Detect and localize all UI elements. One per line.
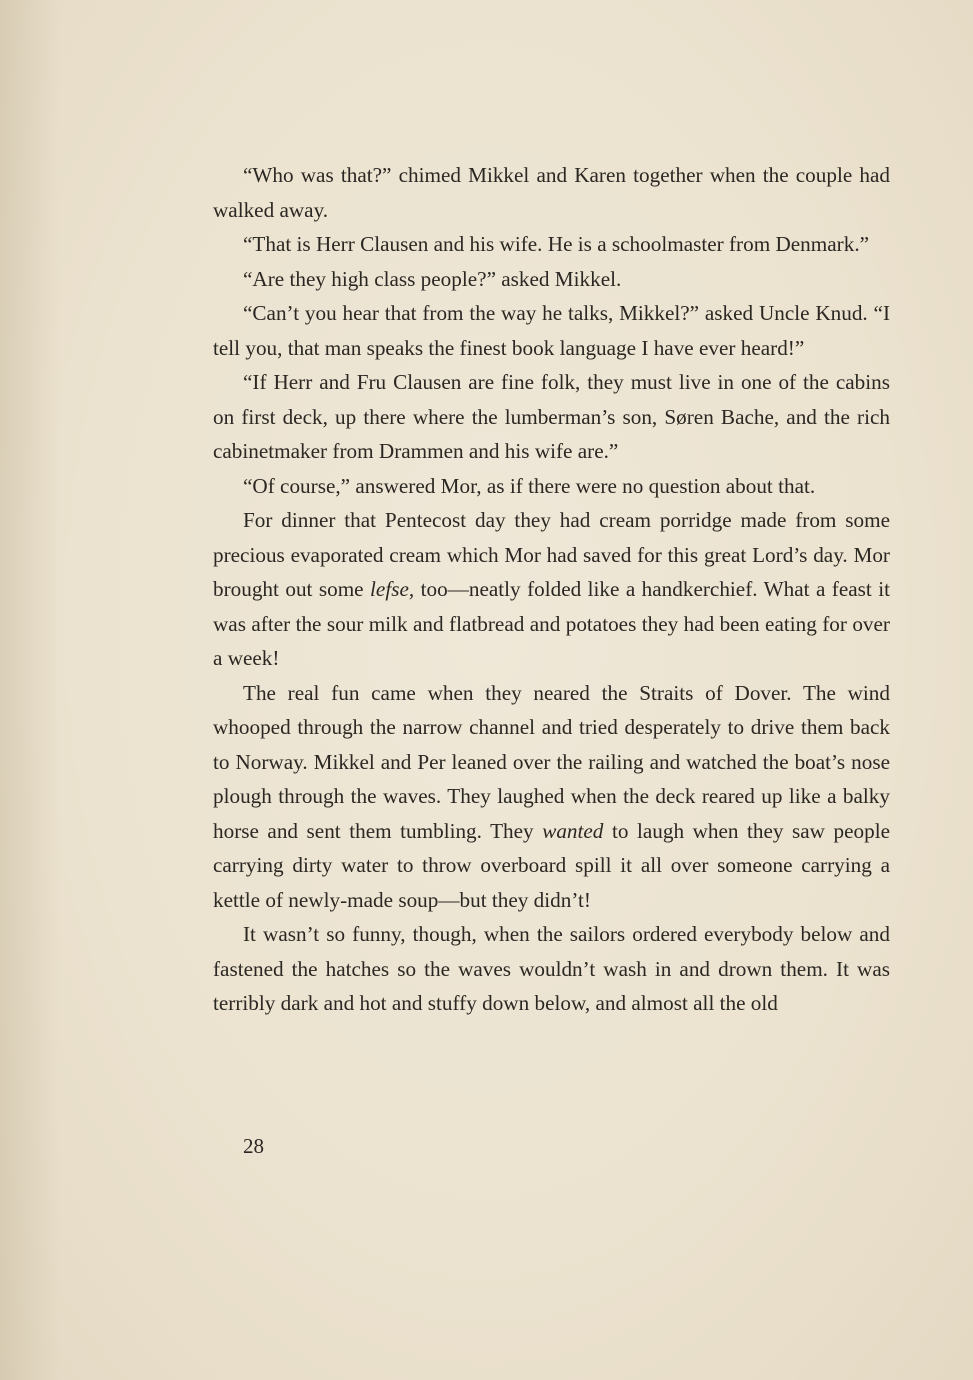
page-number: 28 — [243, 1134, 264, 1158]
text-run: to laugh when they saw people carrying dirty water to throw overboard spill it all over someone carrying a kettle of newly-made soup—but they didn’t! — [213, 818, 890, 912]
page-edge-shadow — [0, 0, 60, 1380]
text-run: “Are they high class people?” asked Mikkel. — [243, 266, 622, 291]
paragraph — [213, 227, 890, 262]
text-run: “If Herr and Fru Clausen are fine folk, they must live in one of the cabins on first deck, up there where the lumberman’s son, Søren Bache, and the rich cabinetmaker from Drammen and his wife are.” — [213, 370, 890, 463]
text-run: “Who was that?” chimed Mikkel and Karen together when the couple had walked away. — [213, 163, 890, 222]
paragraph — [213, 469, 890, 504]
text-run: too—neatly folded like a handkerchief. What a feast it was after the sour milk and flatbread and potatoes they had been eating for over a week! — [213, 577, 890, 670]
paragraph — [213, 676, 890, 918]
paragraph — [213, 262, 890, 297]
italic-text: wanted — [542, 818, 604, 843]
paragraph — [213, 365, 890, 469]
paragraph — [213, 503, 890, 676]
text-run: The real fun came when they neared the Straits of Dover. The wind whooped through the narrow channel and tried desperately to drive them back to Norway. Mikkel and Per leaned over the railing and watched the boat’s nose plough through the waves. They laughed when the deck reared up like a balky horse and sent them tumbling. They — [213, 680, 890, 843]
text-run: “That is Herr Clausen and his wife. He is a schoolmaster from Denmark.” — [243, 232, 870, 256]
body-text — [213, 158, 890, 1021]
paragraph — [213, 296, 890, 365]
paragraph — [213, 917, 890, 1021]
text-run: It wasn’t so funny, though, when the sailors ordered everybody below and fastened the hatches so the waves wouldn’t wash in and drown them. It was terribly dark and hot and stuffy down below, and almost all the old — [213, 922, 890, 1015]
text-run: “Can’t you hear that from the way he talks, Mikkel?” asked Uncle Knud. “I tell you, that man speaks the finest book language I have ever heard!” — [213, 301, 890, 360]
paragraph — [213, 158, 890, 227]
italic-text: lefse, — [370, 577, 415, 601]
text-run: For dinner that Pentecost day they had cream porridge made from some precious evaporated cream which Mor had saved for this great Lord’s day. Mor brought out some — [213, 508, 890, 601]
text-run: “Of course,” answered Mor, as if there were no question about that. — [243, 473, 816, 498]
